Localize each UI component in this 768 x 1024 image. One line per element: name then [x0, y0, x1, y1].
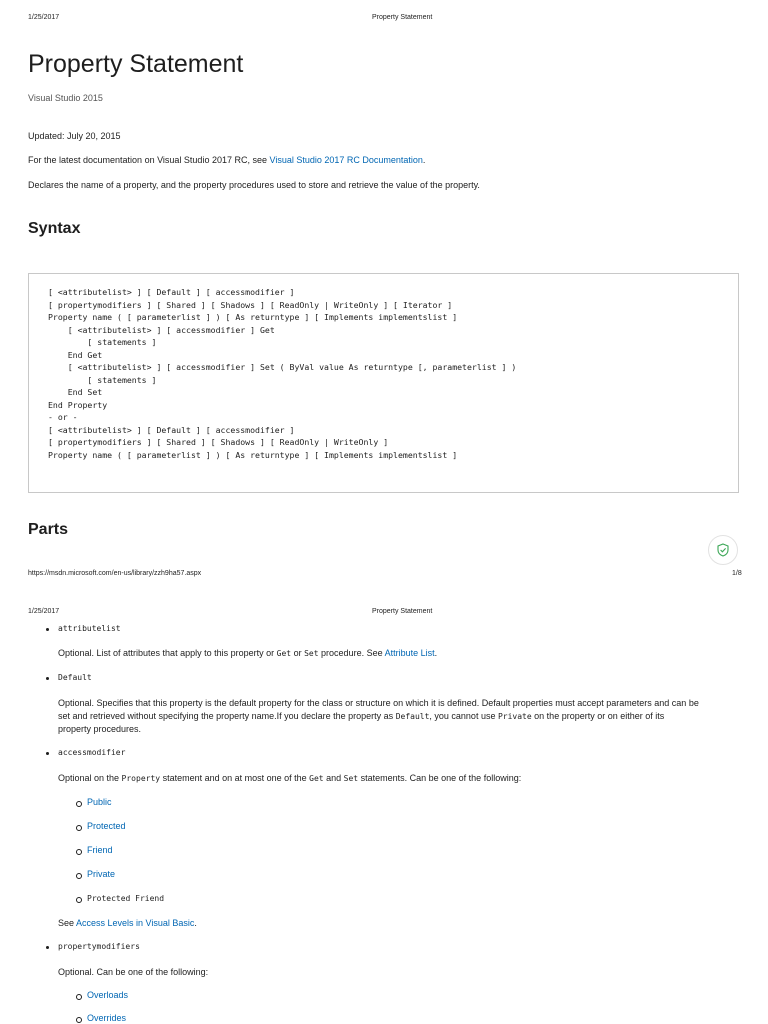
- code-get: Get: [309, 774, 324, 783]
- updated-date: Updated: July 20, 2015: [28, 131, 121, 141]
- latest-doc-prefix: For the latest documentation on Visual Studio 2017 RC, see: [28, 155, 270, 165]
- list-item: [76, 821, 276, 834]
- latest-doc-suffix: .: [422, 155, 426, 165]
- syntax-heading: Syntax: [28, 220, 81, 237]
- bullet-dot: [46, 946, 49, 949]
- term-attributelist-label: attributelist: [58, 624, 121, 633]
- accessmodifier-desc-text: Optional on the: [58, 773, 122, 783]
- bullet-dot: [46, 752, 49, 755]
- header-doc-title: Property Statement: [372, 14, 433, 21]
- footer-page-number: 1/8: [732, 570, 742, 577]
- private-link[interactable]: Private: [87, 869, 116, 879]
- accessmodifier-description: [58, 772, 748, 785]
- see-suffix: .: [194, 918, 197, 928]
- term-accessmodifier-label: accessmodifier: [58, 748, 126, 757]
- bullet-circle: [76, 994, 82, 1000]
- access-levels-link[interactable]: Access Levels in Visual Basic: [76, 918, 195, 928]
- page-subtitle: Visual Studio 2015: [28, 93, 103, 103]
- attributelist-desc-end: .: [434, 648, 438, 658]
- bullet-circle: [76, 873, 82, 879]
- default-desc-line2-c: on the property or on either of its: [531, 711, 665, 721]
- syntax-code: [ <attributelist> ] [ Default ] [ accessmodifier ] [ propertymodifiers ] [ Shared ] [ Shadows ] [ ReadOnly | WriteOnly ] [ Iterator ] Property name ( [ parameterlist ] ) [ As returntype ] [ Implements implementslist ] [ <attributelist> ] [ accessmodifier ] Get [ statements ] End Get [ <attributelist> ] [ accessmodifier ] Set ( ByVal value As returntype [, parameterlist ] ) [ statements ] End Set End Property - or - [ <attributelist> ] [ Default ] [ accessmodifier ] [ propertymodifiers ] [ Shared ] [ Shadows ] [ ReadOnly | WriteOnly ] Property name ( [ parameterlist ] ) [ As returntype ] [ Implements implementslist ]: [48, 287, 517, 460]
- page-title: Property Statement: [28, 50, 244, 78]
- overloads-link[interactable]: Overloads: [87, 990, 129, 1000]
- accessmodifier-desc-end: statements. Can be one of the following:: [358, 773, 522, 783]
- declares-paragraph: Declares the name of a property, and the property procedures used to store and retrieve the value of the property.: [28, 180, 480, 190]
- bullet-circle: [76, 1017, 82, 1023]
- attributelist-description: [58, 647, 748, 660]
- list-item: [76, 893, 276, 906]
- default-description: [58, 697, 748, 736]
- protected-link[interactable]: Protected: [87, 821, 126, 831]
- accessmodifier-desc-text-2: statement and on at most one of the: [160, 773, 310, 783]
- bullet-circle: [76, 897, 82, 903]
- term-attributelist: [46, 623, 346, 636]
- latest-doc-link[interactable]: Visual Studio 2017 RC Documentation: [269, 155, 423, 165]
- overrides-link[interactable]: Overrides: [87, 1013, 127, 1023]
- attribute-list-link[interactable]: Attribute List: [384, 648, 435, 658]
- list-item: [76, 1013, 276, 1024]
- footer-url: https://msdn.microsoft.com/en-us/library/zzh9ha57.aspx: [28, 570, 202, 577]
- default-desc-line1: Optional. Specifies that this property is the default property for the class or structure on which it is defined. Default properties must accept parameters and can be: [58, 698, 699, 708]
- propertymodifiers-description: Optional. Can be one of the following:: [58, 967, 209, 977]
- list-item: [76, 797, 276, 810]
- term-propertymodifiers: [46, 941, 346, 954]
- code-set: Set: [304, 649, 319, 658]
- code-private: Private: [497, 712, 532, 721]
- attributelist-desc-text: Optional. List of attributes that apply to this property or: [58, 648, 277, 658]
- code-set: Set: [343, 774, 359, 783]
- list-item: [76, 845, 276, 858]
- code-get: Get: [276, 649, 292, 658]
- header-date-page2: 1/25/2017: [28, 608, 60, 615]
- code-default: Default: [395, 712, 430, 721]
- list-item: [76, 869, 276, 882]
- default-desc-line2-b: , you cannot use: [429, 711, 498, 721]
- access-levels-note: [58, 917, 748, 930]
- parts-heading: Parts: [28, 521, 69, 538]
- term-default-label: Default: [58, 673, 92, 682]
- term-default: [46, 672, 346, 685]
- bullet-circle: [76, 825, 82, 831]
- shield-check-button[interactable]: [708, 535, 738, 565]
- list-item: [76, 990, 276, 1003]
- bullet-circle: [76, 849, 82, 855]
- default-desc-line2-a: set and retrieved without specifying the property name.If you declare the property as: [58, 711, 396, 721]
- shield-check-icon: [716, 543, 730, 557]
- latest-doc-note: [28, 155, 425, 165]
- bullet-dot: [46, 677, 49, 680]
- accessmodifier-desc-and: and: [323, 773, 344, 783]
- bullet-circle: [76, 801, 82, 807]
- attributelist-desc-or: or: [291, 648, 305, 658]
- header-doc-title-page2: Property Statement: [372, 608, 433, 615]
- default-desc-line2: [58, 710, 748, 723]
- attributelist-desc-see: procedure. See: [318, 648, 385, 658]
- header-date: 1/25/2017: [28, 14, 60, 21]
- term-accessmodifier: [46, 747, 346, 760]
- friend-link[interactable]: Friend: [87, 845, 113, 855]
- code-property: Property: [121, 774, 161, 783]
- syntax-code-box: [28, 273, 739, 493]
- default-desc-line3: property procedures.: [58, 724, 142, 734]
- bullet-dot: [46, 628, 49, 631]
- term-propertymodifiers-label: propertymodifiers: [58, 942, 140, 951]
- see-prefix: See: [58, 918, 77, 928]
- protected-friend-code: Protected Friend: [87, 894, 165, 903]
- public-link[interactable]: Public: [87, 797, 112, 807]
